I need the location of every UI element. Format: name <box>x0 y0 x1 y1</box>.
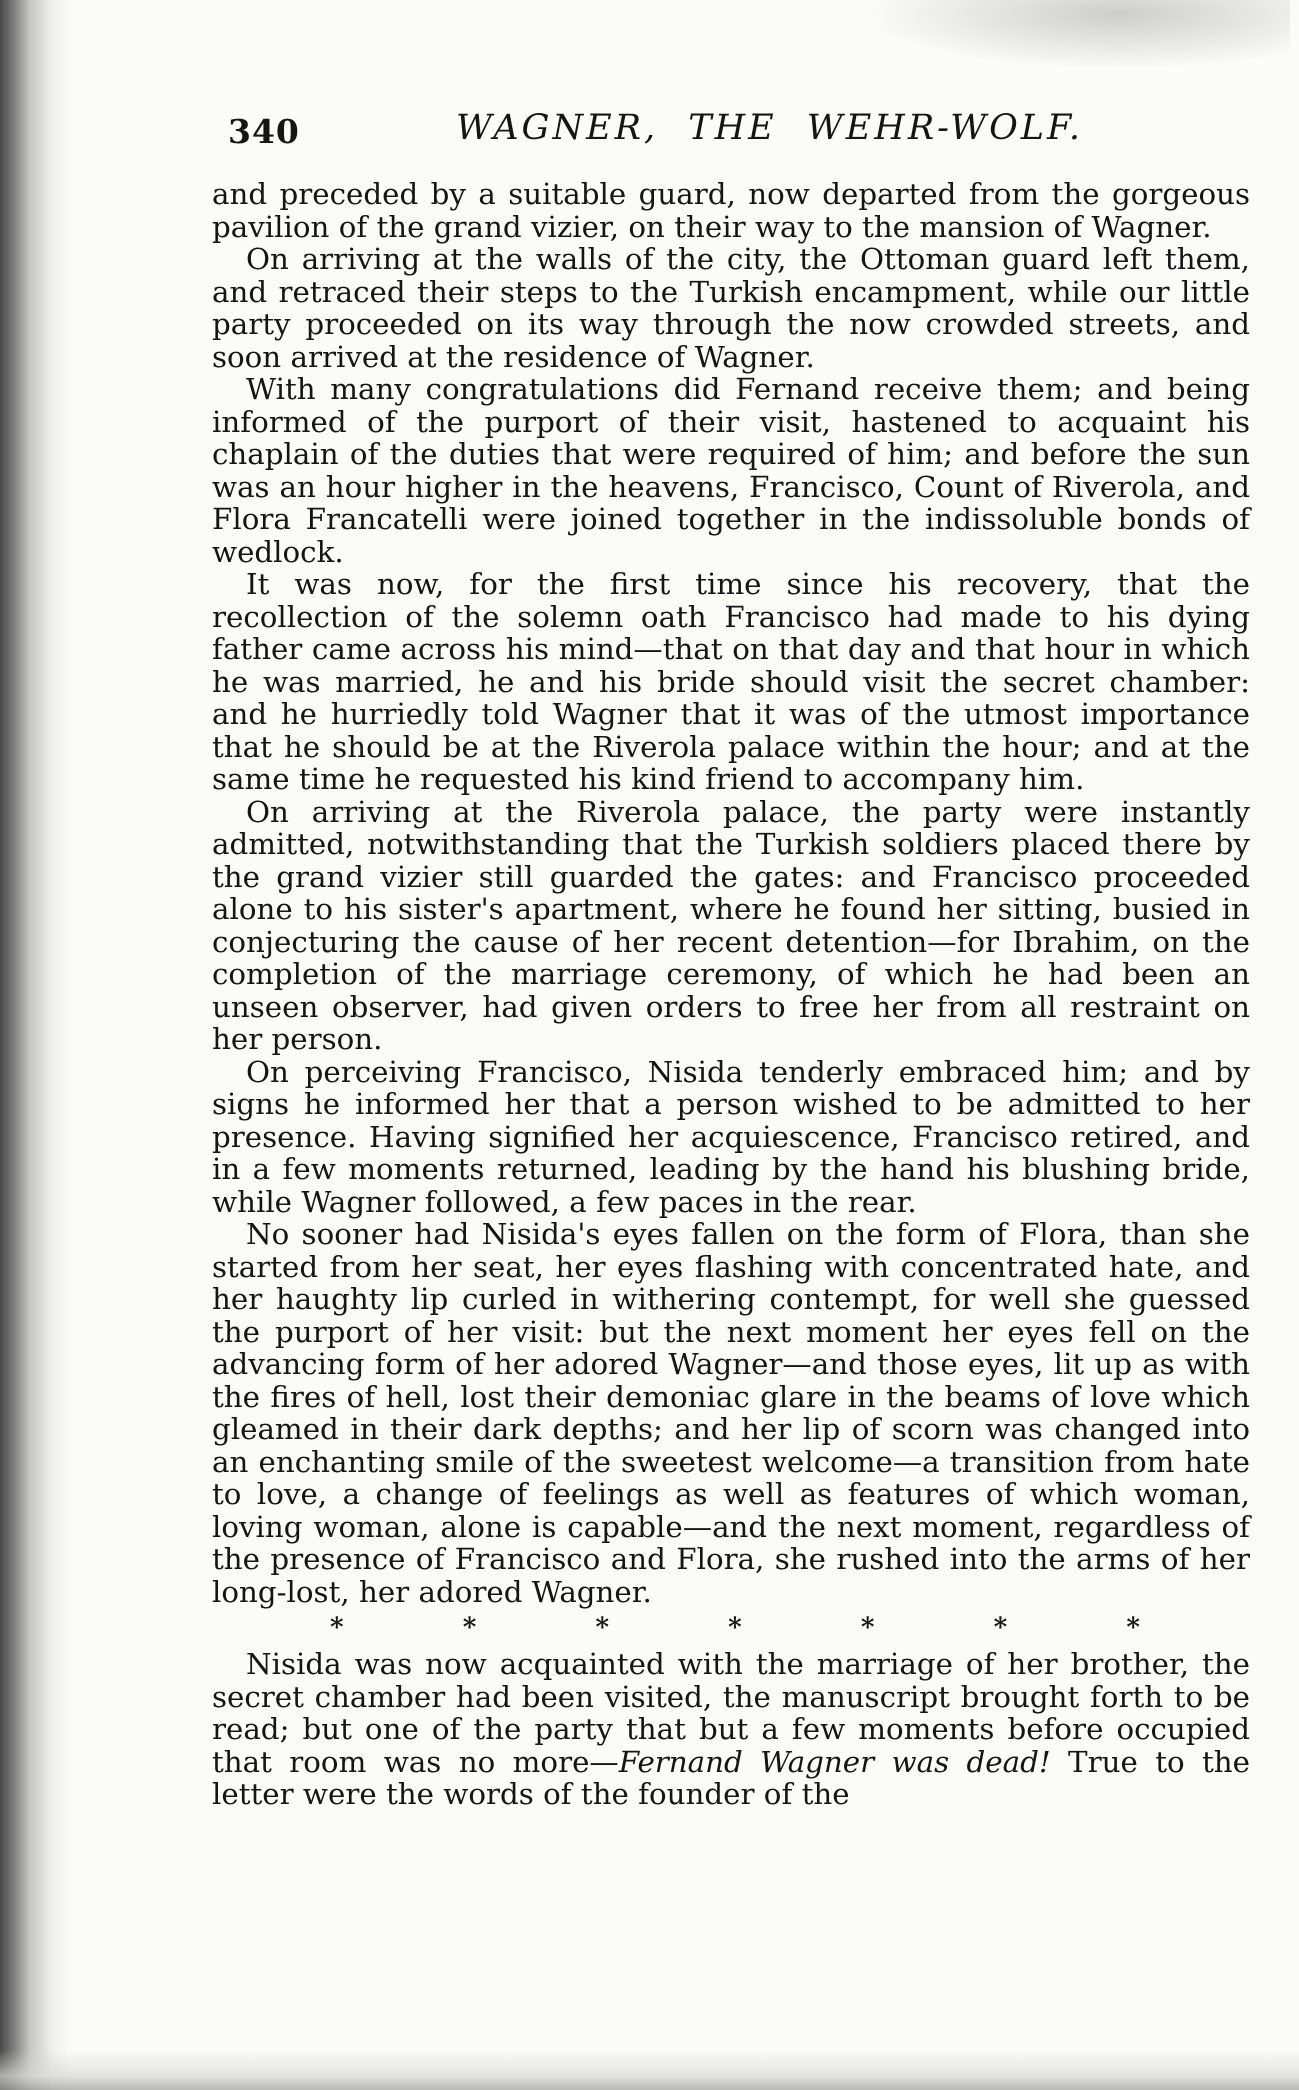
separator-asterisk: * <box>330 1613 344 1643</box>
print-speckle <box>860 0 1290 70</box>
separator-asterisk: * <box>462 1613 477 1643</box>
page-number: 340 <box>228 112 300 151</box>
body-text <box>212 178 1250 1811</box>
paragraph: On arriving at the walls of the city, the Ottoman guard left them, and retraced their steps to the Turkish encampment, while our little party proceeded on its way through the now crowded streets, and soon arrived at the residence of Wagner. <box>212 242 1250 374</box>
paragraph: No sooner had Nisida's eyes fallen on the form of Flora, than she started from her seat, her eyes flashing with concentrated hate, and her haughty lip curled in withering contempt, for well she guessed the purport of her visit: but the next moment her eyes fell on the advancing form of her adored Wagner—and those eyes, lit up as with the fires of hell, lost their demoniac glare in the beams of love which gleamed in their dark depths; and her lip of scorn was changed into an enchanting smile of the sweetest welcome—a transition from hate to love, a change of feelings as well as features of which woman, loving woman, alone is capable—and the next moment, regardless of the presence of Francisco and Flora, she rushed into the arms of her long-lost, her adored Wagner. <box>212 1217 1250 1609</box>
paragraph: It was now, for the first time since his recovery, that the recollection of the solemn oath Francisco had made to his dying father came across his mind—that on that day and that hour in which he was married, he and his bride should visit the secret chamber: and he hurriedly told Wagner that it was of the utmost importance that he should be at the Riverola palace within the hour; and at the same time he requested his kind friend to accompany him. <box>212 567 1250 796</box>
separator-asterisk: * <box>728 1613 742 1643</box>
separator-asterisk: * <box>1126 1613 1140 1643</box>
paragraph-last <box>212 1648 1250 1811</box>
section-separator <box>212 1608 1250 1648</box>
emphasized-text: Fernand Wagner was dead! <box>618 1744 1051 1779</box>
paragraph: On arriving at the Riverola palace, the party were instantly admitted, notwithstanding that the Turkish soldiers placed there by the grand vizier still guarded the gates: and Francisco proceeded alone to his sister's apartment, where he found her sitting, busied in conjecturing the cause of her recent detention—for Ibrahim, on the completion of the marriage ceremony, of which he had been an unseen observer, had given orders to free her from all restraint on her person. <box>212 794 1250 1056</box>
paragraph: With many congratulations did Fernand receive them; and being informed of the purport of their visit, hastened to acquaint his chaplain of the duties that were required of him; and before the sun was an hour higher in the heavens, Francisco, Count of Riverola, and Flora Francatelli were joined together in the indissoluble bonds of wedlock. <box>212 372 1250 569</box>
separator-asterisk: * <box>860 1613 875 1643</box>
paragraph-text: Nisida was now acquainted with the marriage of her brother, the secret chamber had been visited, the manuscript brought forth to be read; but one of the party that but a few moments before occupied that room was no more— <box>212 1647 1250 1779</box>
paragraph: On perceiving Francisco, Nisida tenderly embraced him; and by signs he informed her that a person wished to be admitted to her presence. Having signified her acquiescence, Francisco retired, and in a few moments returned, leading by the hand his blushing bride, while Wagner followed, a few paces in the rear. <box>212 1054 1250 1219</box>
separator-asterisk: * <box>595 1613 610 1643</box>
running-title: WAGNER, THE WEHR-WOLF. <box>456 108 1083 148</box>
page-gutter-shadow <box>0 0 70 2090</box>
page-header <box>228 108 1278 164</box>
paragraph-text: True to the letter were the words of the founder of the <box>212 1744 1250 1811</box>
separator-asterisk: * <box>993 1613 1008 1643</box>
paragraph: and preceded by a suitable guard, now departed from the gorgeous pavilion of the grand vizier, on their way to the mansion of Wagner. <box>212 177 1250 244</box>
page-bottom-shadow <box>0 2050 1299 2090</box>
